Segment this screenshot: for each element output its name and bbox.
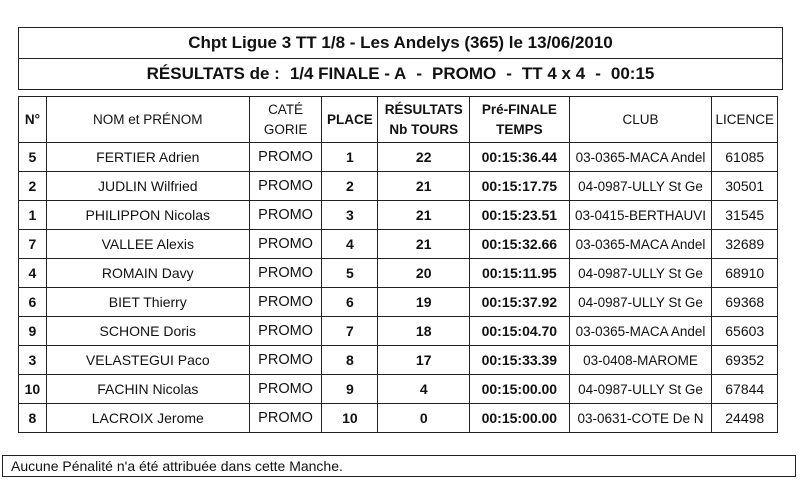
cell-num: 4: [19, 259, 47, 288]
cell-club: 04-0987-ULLY St Ge: [569, 375, 712, 404]
cell-time: 00:15:36.44: [470, 143, 569, 172]
cell-name: JUDLIN Wilfried: [46, 172, 249, 201]
header-results-line2: Nb TOURS: [389, 121, 459, 137]
cell-num: 7: [19, 230, 47, 259]
cell-tours: 20: [378, 259, 470, 288]
header-prefinale-line1: Pré-FINALE: [481, 101, 557, 117]
cell-num: 2: [19, 172, 47, 201]
cell-club: 03-0365-MACA Andel: [569, 230, 712, 259]
cell-club: 04-0987-ULLY St Ge: [569, 172, 712, 201]
header-category-line1: CATÉ: [268, 101, 304, 117]
page-title: Chpt Ligue 3 TT 1/8 - Les Andelys (365) le 13/06/2010: [188, 33, 613, 52]
cell-club: 03-0631-COTE De N: [569, 404, 712, 433]
cell-name: FERTIER Adrien: [46, 143, 249, 172]
cell-tours: 22: [378, 143, 470, 172]
table-header-row: [19, 97, 778, 143]
penalty-note-box: [2, 455, 796, 477]
header-category-line2: GORIE: [263, 121, 308, 137]
cell-club: 03-0415-BERTHAUVI: [569, 201, 712, 230]
cell-name: BIET Thierry: [46, 288, 249, 317]
table-row: [19, 201, 778, 230]
results-subtitle-box: [18, 59, 783, 90]
cell-time: 00:15:37.92: [470, 288, 569, 317]
cell-place: 6: [322, 288, 378, 317]
cell-place: 7: [322, 317, 378, 346]
table-row: [19, 404, 778, 433]
table-row: [19, 259, 778, 288]
cell-name: FACHIN Nicolas: [46, 375, 249, 404]
cell-category: PROMO: [249, 201, 322, 230]
cell-club: 03-0408-MAROME: [569, 346, 712, 375]
table-row: [19, 172, 778, 201]
header-name: NOM et PRÉNOM: [46, 97, 249, 143]
cell-place: 1: [322, 143, 378, 172]
cell-category: PROMO: [249, 317, 322, 346]
subtitle-separator: -: [416, 64, 422, 83]
penalty-note: Aucune Pénalité n'a été attribuée dans cette Manche.: [11, 458, 343, 474]
cell-tours: 21: [378, 230, 470, 259]
cell-category: PROMO: [249, 143, 322, 172]
cell-licence: 24498: [712, 404, 778, 433]
cell-category: PROMO: [249, 288, 322, 317]
cell-num: 6: [19, 288, 47, 317]
table-row: [19, 346, 778, 375]
subtitle-time: 00:15: [610, 64, 655, 83]
cell-licence: 61085: [712, 143, 778, 172]
header-licence: LICENCE: [712, 97, 778, 143]
cell-name: VELASTEGUI Paco: [46, 346, 249, 375]
header-results: [378, 97, 470, 143]
table-row: [19, 288, 778, 317]
cell-category: PROMO: [249, 375, 322, 404]
cell-category: PROMO: [249, 404, 322, 433]
cell-time: 00:15:33.39: [470, 346, 569, 375]
cell-tours: 4: [378, 375, 470, 404]
cell-club: 03-0365-MACA Andel: [569, 317, 712, 346]
cell-name: LACROIX Jerome: [46, 404, 249, 433]
cell-num: 10: [19, 375, 47, 404]
cell-place: 3: [322, 201, 378, 230]
results-table: [18, 96, 778, 433]
cell-name: SCHONE Doris: [46, 317, 249, 346]
cell-num: 9: [19, 317, 47, 346]
header-prefinale: [470, 97, 569, 143]
cell-time: 00:15:11.95: [470, 259, 569, 288]
subtitle-round: 1/4 FINALE - A: [289, 64, 407, 83]
cell-tours: 21: [378, 201, 470, 230]
cell-name: ROMAIN Davy: [46, 259, 249, 288]
cell-club: 03-0365-MACA Andel: [569, 143, 712, 172]
cell-licence: 32689: [712, 230, 778, 259]
cell-licence: 69352: [712, 346, 778, 375]
cell-time: 00:15:32.66: [470, 230, 569, 259]
table-body: [19, 143, 778, 433]
subtitle-format: TT 4 x 4: [521, 64, 586, 83]
cell-num: 1: [19, 201, 47, 230]
cell-licence: 30501: [712, 172, 778, 201]
page-title-box: [18, 27, 783, 59]
cell-place: 5: [322, 259, 378, 288]
table-row: [19, 317, 778, 346]
cell-place: 2: [322, 172, 378, 201]
cell-club: 04-0987-ULLY St Ge: [569, 259, 712, 288]
cell-category: PROMO: [249, 346, 322, 375]
cell-time: 00:15:04.70: [470, 317, 569, 346]
cell-category: PROMO: [249, 230, 322, 259]
cell-tours: 0: [378, 404, 470, 433]
cell-place: 9: [322, 375, 378, 404]
subtitle-label: RÉSULTATS de :: [146, 64, 280, 83]
cell-licence: 65603: [712, 317, 778, 346]
cell-tours: 19: [378, 288, 470, 317]
header-results-line1: RÉSULTATS: [384, 101, 463, 117]
cell-tours: 17: [378, 346, 470, 375]
header-category: [249, 97, 322, 143]
header-prefinale-line2: TEMPS: [496, 121, 543, 137]
cell-club: 04-0987-ULLY St Ge: [569, 288, 712, 317]
cell-time: 00:15:00.00: [470, 404, 569, 433]
subtitle-separator: -: [506, 64, 512, 83]
cell-time: 00:15:00.00: [470, 375, 569, 404]
cell-time: 00:15:23.51: [470, 201, 569, 230]
cell-licence: 67844: [712, 375, 778, 404]
cell-name: PHILIPPON Nicolas: [46, 201, 249, 230]
cell-licence: 68910: [712, 259, 778, 288]
cell-licence: 31545: [712, 201, 778, 230]
header-num: N°: [19, 97, 47, 143]
cell-num: 8: [19, 404, 47, 433]
cell-category: PROMO: [249, 259, 322, 288]
table-row: [19, 375, 778, 404]
header-place: PLACE: [322, 97, 378, 143]
table-row: [19, 143, 778, 172]
cell-place: 4: [322, 230, 378, 259]
subtitle-category: PROMO: [431, 64, 497, 83]
subtitle-separator: -: [595, 64, 601, 83]
cell-name: VALLEE Alexis: [46, 230, 249, 259]
cell-tours: 21: [378, 172, 470, 201]
cell-category: PROMO: [249, 172, 322, 201]
cell-tours: 18: [378, 317, 470, 346]
cell-place: 8: [322, 346, 378, 375]
cell-time: 00:15:17.75: [470, 172, 569, 201]
table-row: [19, 230, 778, 259]
cell-place: 10: [322, 404, 378, 433]
header-club: CLUB: [569, 97, 712, 143]
cell-licence: 69368: [712, 288, 778, 317]
cell-num: 5: [19, 143, 47, 172]
cell-num: 3: [19, 346, 47, 375]
